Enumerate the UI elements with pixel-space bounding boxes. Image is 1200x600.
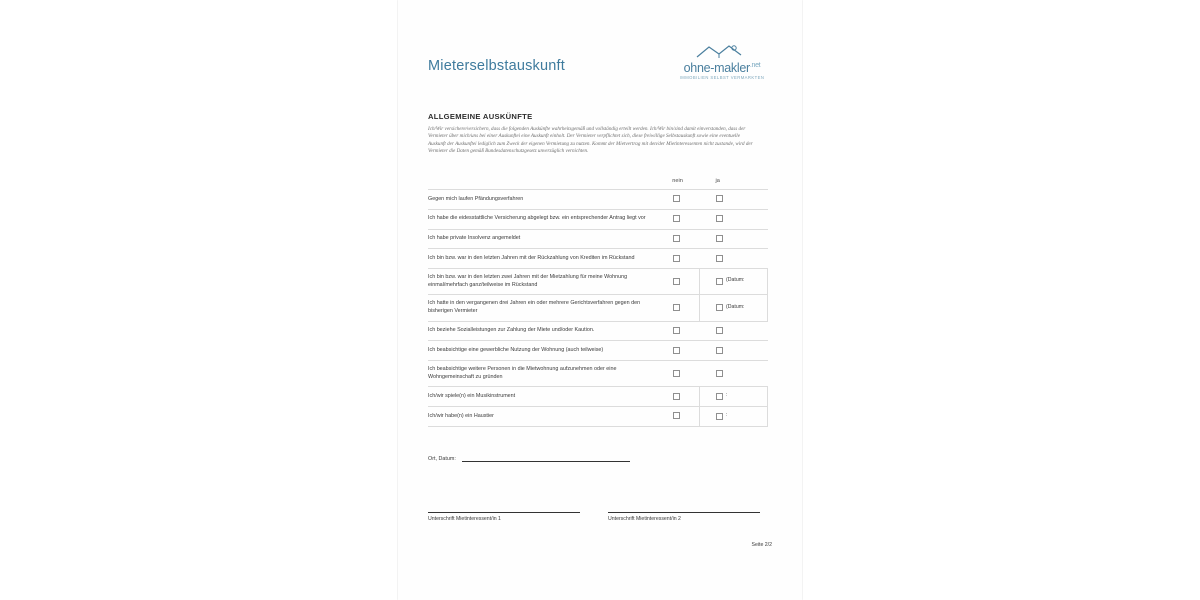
checkbox-ja-cell[interactable] bbox=[700, 387, 768, 407]
checkbox-nein[interactable] bbox=[673, 327, 680, 334]
logo-tld: .net bbox=[749, 62, 761, 69]
checkbox-nein[interactable] bbox=[673, 215, 680, 222]
signature-line-1[interactable] bbox=[428, 512, 580, 513]
checkbox-ja[interactable] bbox=[716, 393, 723, 400]
checkbox-nein[interactable] bbox=[673, 304, 680, 311]
brand-logo bbox=[672, 44, 772, 80]
checkbox-ja[interactable] bbox=[716, 235, 723, 242]
table-header-row bbox=[428, 178, 768, 190]
question-text: Ich hatte in den vergangenen drei Jahren ein oder mehrere Gerichtsverfahren gegen den bisherigen Vermieter bbox=[428, 295, 656, 321]
checkbox-nein-cell[interactable] bbox=[656, 407, 700, 427]
header-ja: ja bbox=[715, 178, 720, 184]
checkbox-ja[interactable] bbox=[716, 215, 723, 222]
checkbox-nein-cell[interactable] bbox=[656, 361, 700, 387]
checkbox-nein-cell[interactable] bbox=[656, 321, 700, 341]
question-text: Ich/wir spiele(n) ein Musikinstrument bbox=[428, 387, 656, 407]
table-row bbox=[428, 407, 768, 427]
checkbox-nein[interactable] bbox=[673, 393, 680, 400]
checkbox-ja-cell[interactable] bbox=[700, 190, 768, 210]
ja-extra-label: (Datum: bbox=[726, 303, 745, 310]
checkbox-nein-cell[interactable] bbox=[656, 190, 700, 210]
signature-block-1 bbox=[428, 512, 580, 522]
question-text: Ich beziehe Sozialleistungen zur Zahlung der Miete und/oder Kaution. bbox=[428, 321, 656, 341]
table-row bbox=[428, 295, 768, 321]
page-gutter-right bbox=[802, 0, 1200, 600]
ort-datum-label: Ort, Datum: bbox=[428, 456, 456, 462]
table-row bbox=[428, 209, 768, 229]
signature-block-2 bbox=[608, 512, 760, 522]
question-text: Ich bin bzw. war in den letzten Jahren mit der Rückzahlung von Krediten im Rückstand bbox=[428, 249, 656, 269]
checkbox-ja[interactable] bbox=[716, 304, 723, 311]
question-text: Ich beabsichtige eine gewerbliche Nutzung der Wohnung (auch teilweise) bbox=[428, 341, 656, 361]
section-heading: ALLGEMEINE AUSKÜNFTE bbox=[428, 112, 533, 121]
checkbox-nein-cell[interactable] bbox=[656, 249, 700, 269]
ja-extra-label: : bbox=[726, 412, 728, 419]
checkbox-ja[interactable] bbox=[716, 370, 723, 377]
checkbox-nein-cell[interactable] bbox=[656, 269, 700, 295]
checkbox-nein-cell[interactable] bbox=[656, 295, 700, 321]
page-title: Mieterselbstauskunft bbox=[428, 58, 565, 74]
checkbox-nein[interactable] bbox=[673, 370, 680, 377]
question-text: Gegen mich laufen Pfändungsverfahren bbox=[428, 190, 656, 210]
checkbox-nein[interactable] bbox=[673, 278, 680, 285]
ja-extra-label: : bbox=[726, 392, 728, 399]
checkbox-nein[interactable] bbox=[673, 195, 680, 202]
checkbox-ja-cell[interactable] bbox=[700, 361, 768, 387]
table-row bbox=[428, 229, 768, 249]
checkbox-ja[interactable] bbox=[716, 255, 723, 262]
table-row bbox=[428, 321, 768, 341]
table-row bbox=[428, 387, 768, 407]
checkbox-nein-cell[interactable] bbox=[656, 229, 700, 249]
question-text: Ich beabsichtige weitere Personen in die Mietwohnung aufzunehmen oder eine Wohngemeinschaft zu gründen bbox=[428, 361, 656, 387]
table-row bbox=[428, 341, 768, 361]
checkbox-nein[interactable] bbox=[673, 235, 680, 242]
checkbox-nein-cell[interactable] bbox=[656, 387, 700, 407]
checkbox-ja-cell[interactable] bbox=[700, 229, 768, 249]
document-content bbox=[428, 0, 772, 600]
page-gutter-left bbox=[0, 0, 398, 600]
checkbox-ja-cell[interactable] bbox=[700, 249, 768, 269]
signature-line-2[interactable] bbox=[608, 512, 760, 513]
header-nein: nein bbox=[672, 178, 683, 184]
checkbox-ja[interactable] bbox=[716, 278, 723, 285]
checkbox-ja-cell[interactable] bbox=[700, 209, 768, 229]
checkbox-nein[interactable] bbox=[673, 255, 680, 262]
table-row bbox=[428, 249, 768, 269]
checkbox-ja-cell[interactable] bbox=[700, 295, 768, 321]
checkbox-ja[interactable] bbox=[716, 413, 723, 420]
checkbox-nein[interactable] bbox=[673, 347, 680, 354]
question-text: Ich/wir habe(n) ein Haustier bbox=[428, 407, 656, 427]
checkbox-ja-cell[interactable] bbox=[700, 341, 768, 361]
table-row bbox=[428, 361, 768, 387]
question-text: Ich habe private Insolvenz angemeldet bbox=[428, 229, 656, 249]
checkbox-ja[interactable] bbox=[716, 347, 723, 354]
table-row bbox=[428, 190, 768, 210]
checkbox-nein[interactable] bbox=[673, 412, 680, 419]
checkbox-ja-cell[interactable] bbox=[700, 269, 768, 295]
document-page bbox=[398, 0, 802, 600]
question-text: Ich habe die eidesstattliche Versicherung abgelegt bzw. ein entsprechender Antrag liegt vor bbox=[428, 209, 656, 229]
logo-tagline: IMMOBILIEN SELBST VERMARKTEN bbox=[679, 75, 765, 81]
header-question bbox=[428, 178, 656, 190]
logo-word-text: ohne-makler bbox=[683, 61, 750, 76]
question-text: Ich bin bzw. war in den letzten zwei Jahren mit der Mietzahlung für meine Wohnung einmal/mehrfach ganz/teilweise im Rückstand bbox=[428, 269, 656, 295]
ort-datum-row bbox=[428, 455, 630, 462]
ort-datum-input[interactable] bbox=[462, 455, 630, 462]
logo-wordmark bbox=[672, 60, 772, 74]
signature-label-1: Unterschrift Mietinteressent/in 1 bbox=[428, 516, 501, 522]
table-row bbox=[428, 269, 768, 295]
checkbox-ja[interactable] bbox=[716, 195, 723, 202]
checkbox-ja[interactable] bbox=[716, 327, 723, 334]
ja-extra-label: (Datum: bbox=[726, 277, 745, 284]
checkbox-nein-cell[interactable] bbox=[656, 209, 700, 229]
checkbox-ja-cell[interactable] bbox=[700, 407, 768, 427]
questions-table bbox=[428, 178, 768, 427]
page-number: Seite 2/2 bbox=[751, 542, 772, 548]
checkbox-nein-cell[interactable] bbox=[656, 341, 700, 361]
house-roof-icon bbox=[672, 44, 772, 60]
intro-paragraph: Ich/Wir versichere/versichern, dass die folgenden Auskünfte wahrheitsgemäß und vollständig erteilt werden. Ich/Wir bin/sind damit einverstanden, dass der Vermieter über mich/uns bei einer Auskunftei eine Auskunft einholt. Der Vermieter verpflichtet sich, diese freiwillige Selbstauskunft sowie eine eventuelle Auskunft der Auskunftei lediglich zum Zweck der eigenen Vermietung zu nutzen. Kommt der Mietvertrag mit den/der Mietinteressenten nicht zustande, wird der Vermieter die Daten gemäß Bundesdatenschutzgesetz unverzüglich vernichten. bbox=[428, 126, 753, 155]
signature-label-2: Unterschrift Mietinteressent/in 2 bbox=[608, 516, 681, 522]
checkbox-ja-cell[interactable] bbox=[700, 321, 768, 341]
